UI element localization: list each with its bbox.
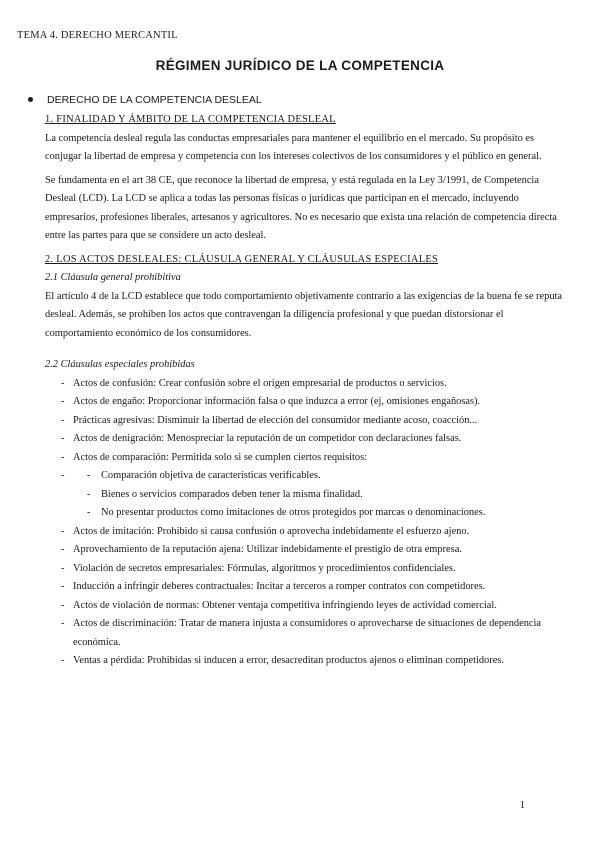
subheading-clausulas-especiales: 2.2 Cláusulas especiales prohibidas	[45, 359, 195, 370]
section-bullet	[28, 94, 262, 106]
comparacion-requisitos-list	[73, 467, 565, 523]
list-item: - Aprovechamiento de la reputación ajena: Utilizar indebidamente el prestigio de otra empresa.	[45, 541, 565, 560]
list-item: - Violación de secretos empresariales: Fórmulas, algoritmos y procedimientos confidenciales.	[45, 560, 565, 579]
clausulas-list	[45, 375, 565, 671]
heading-finalidad: 1. FINALIDAD Y ÁMBITO DE LA COMPETENCIA DESLEAL	[45, 114, 336, 125]
heading-actos-desleales: 2. LOS ACTOS DESLEALES: CLÁUSULA GENERAL Y CLÁUSULAS ESPECIALES	[45, 253, 439, 265]
list-item: - Actos de engaño: Proporcionar información falsa o que induzca a error (ej, omisiones engañosas).	[45, 393, 565, 412]
list-item: - Actos de comparación: Permitida solo si se cumplen ciertos requisitos:	[45, 449, 565, 468]
section-label: DERECHO DE LA COMPETENCIA DESLEAL	[47, 94, 262, 106]
list-item: - Actos de imitación: Prohibido si causa confusión o aprovecha indebidamente el esfuerzo ajeno.	[45, 523, 565, 542]
document-body	[45, 111, 565, 671]
page-number: 1	[519, 800, 525, 811]
list-item: - Ventas a pérdida: Prohibidas si inducen a error, desacreditan productos ajenos o eliminan competidores.	[45, 652, 565, 671]
document-title: RÉGIMEN JURÍDICO DE LA COMPETENCIA	[155, 58, 445, 73]
list-item: - Actos de denigración: Menospreciar la reputación de un competidor con declaraciones falsas.	[45, 430, 565, 449]
sub-list-item: - - Comparación objetiva de características verificables.	[45, 467, 565, 486]
list-item: - Actos de discriminación: Tratar de manera injusta a consumidores o aprovecharse de situaciones de dependencia económica.	[45, 615, 565, 652]
bullet-dot-icon	[28, 97, 33, 102]
paragraph: Se fundamenta en el art 38 CE, que reconoce la libertad de empresa, y está regulada en la Ley 3/1991, de Competencia Desleal (LCD). La LCD se aplica a todas las personas físicas o jurídicas que participan en el mercado, incluyendo empresarios, profesiones liberales, artesanos y agricultores. No es necesario que exista una relación de competencia directa entre las partes para que se considere un acto desleal.	[45, 174, 557, 241]
paragraph: La competencia desleal regula las conductas empresariales para mantener el equilibrio en el mercado. Su propósito es conjugar la libertad de empresa y competencia con los intereses colectivos de los consumidores y el público en general.	[45, 132, 542, 162]
list-item: - Actos de violación de normas: Obtener ventaja competitiva infringiendo leyes de actividad comercial.	[45, 597, 565, 616]
paragraph: El artículo 4 de la LCD establece que todo comportamiento objetivamente contrario a las exigencias de la buena fe se reputa desleal. Además, se prohíben los actos que contravengan la diligencia profesional y que puedan distorsionar el comportamiento económico de los consumidores.	[45, 290, 563, 339]
sub-list-item: - No presentar productos como imitaciones de otros protegidos por marcas o denominaciones.	[45, 504, 565, 523]
sub-list-item: - Bienes o servicios comparados deben tener la misma finalidad.	[45, 486, 565, 505]
subheading-clausula-general: 2.1 Cláusula general prohibitiva	[45, 272, 181, 283]
list-item: - Actos de confusión: Crear confusión sobre el origen empresarial de productos o servicios.	[45, 375, 565, 394]
list-item: - Prácticas agresivas: Disminuir la libertad de elección del consumidor mediante acoso, coacción...	[45, 412, 565, 431]
list-item: - Inducción a infringir deberes contractuales: Incitar a terceros a romper contratos con competidores.	[45, 578, 565, 597]
sublist-container	[45, 467, 565, 523]
page-header: TEMA 4. DERECHO MERCANTIL	[17, 30, 178, 41]
